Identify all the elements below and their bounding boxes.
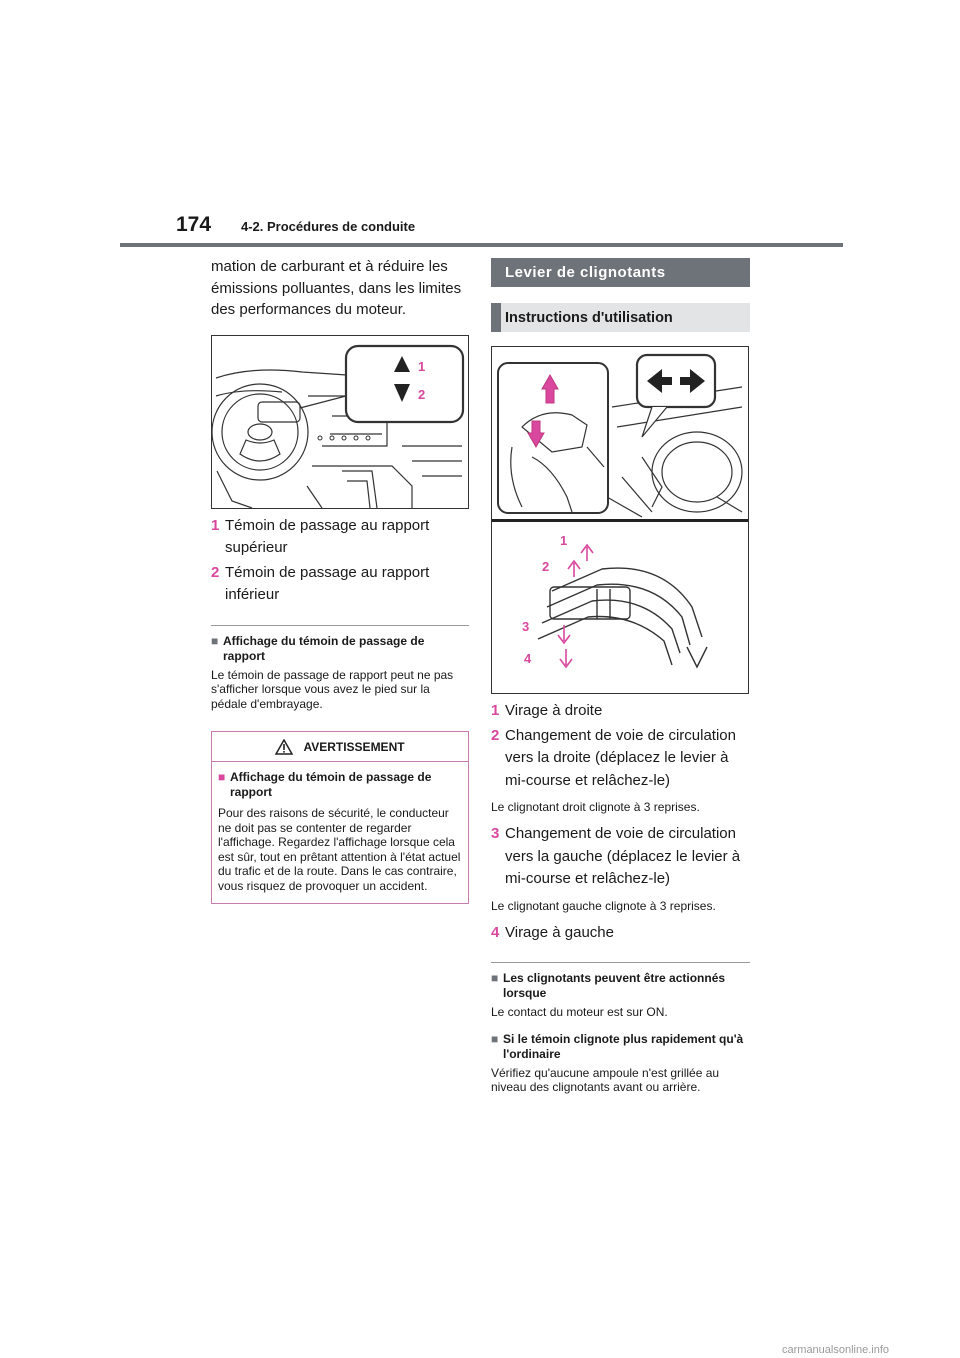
figure-label-1: 1 xyxy=(560,533,568,548)
item-text: Changement de voie de circulation vers la droite (déplacez le levier à mi-course et relâchez-le) xyxy=(505,726,736,789)
warning-title xyxy=(212,732,468,762)
turn-signal-list xyxy=(491,700,750,792)
turn-signal-lever-figure xyxy=(491,346,749,694)
item-number: 2 xyxy=(491,726,500,744)
subsection-title-bar: Instructions d'utilisation xyxy=(491,303,750,332)
item-text: Virage à droite xyxy=(505,702,603,719)
right-column xyxy=(491,258,750,1095)
square-bullet-icon: ■ xyxy=(211,633,219,648)
gear-indicator-list xyxy=(211,515,469,607)
warning-heading xyxy=(218,770,462,800)
gear-shift-indicator-figure xyxy=(211,335,469,509)
item-text: Virage à gauche xyxy=(505,923,614,941)
figure-label-4: 4 xyxy=(524,651,532,666)
sub-note: Le clignotant droit clignote à 3 reprises. xyxy=(491,800,700,814)
note-divider xyxy=(211,625,469,626)
list-item xyxy=(491,700,750,723)
item-number: 2 xyxy=(211,563,220,581)
warning-text: Pour des raisons de sécurité, le conducteur ne doit pas se contenter de regarder l'affichage. Regardez l'affichage lorsque cela est sûr, tout en prêtant attention à l'état actuel du trafic et de la route. Dans le cas contraire, vous risquez de provoquer un accident. xyxy=(218,806,461,893)
figure-label-3: 3 xyxy=(522,619,530,634)
list-item xyxy=(211,515,469,560)
turn-signal-illustration xyxy=(492,347,748,693)
intro-paragraph: mation de carburant et à réduire les émissions polluantes, dans les limites des performances du moteur. xyxy=(211,258,462,318)
note-text: Vérifiez qu'aucune ampoule n'est grillée au niveau des clignotants avant ou arrière. xyxy=(491,1065,720,1094)
list-item xyxy=(491,725,750,793)
note-title: Si le témoin clignote plus rapidement qu'à l'ordinaire xyxy=(503,1031,744,1061)
list-item xyxy=(211,562,469,607)
figure-label-2: 2 xyxy=(418,386,426,402)
footer-watermark: carmanualsonline.info xyxy=(782,1344,890,1356)
warning-heading-text: Affichage du témoin de passage de rapport xyxy=(230,770,432,799)
left-column xyxy=(211,256,469,904)
note-divider xyxy=(491,962,750,963)
note-text: Le contact du moteur est sur ON. xyxy=(491,1005,668,1019)
figure-label-2: 2 xyxy=(542,559,550,574)
note-title: Affichage du témoin de passage de rapport xyxy=(223,633,425,663)
sub-note: Le clignotant gauche clignote à 3 reprises. xyxy=(491,898,716,913)
note-text: Le témoin de passage de rapport peut ne pas s'afficher lorsque vous avez le pied sur la pédale d'embrayage. xyxy=(211,667,454,711)
note-heading xyxy=(491,971,750,1001)
square-bullet-icon: ■ xyxy=(491,1031,499,1046)
section-title-bar: Levier de clignotants xyxy=(491,258,750,287)
warning-body xyxy=(212,762,468,903)
header-rule xyxy=(120,243,843,247)
warning-box xyxy=(211,731,469,904)
item-number: 1 xyxy=(491,702,500,719)
square-bullet-icon: ■ xyxy=(491,971,499,985)
note-heading xyxy=(491,1032,750,1062)
item-number: 3 xyxy=(491,825,500,842)
turn-signal-list-end xyxy=(491,922,750,945)
item-number: 4 xyxy=(491,923,500,941)
note-heading xyxy=(211,634,469,664)
item-number: 1 xyxy=(211,516,220,534)
item-text: Témoin de passage au rapport inférieur xyxy=(225,563,430,603)
list-item xyxy=(491,823,750,891)
square-bullet-icon: ■ xyxy=(218,770,226,784)
list-item xyxy=(491,922,750,945)
item-text: Changement de voie de circulation vers la gauche (déplacez le levier à mi-course et relâchez-le) xyxy=(505,825,741,887)
warning-label: AVERTISSEMENT xyxy=(303,739,405,754)
warning-triangle-icon xyxy=(275,739,293,755)
dashboard-illustration xyxy=(212,336,468,508)
item-text: Témoin de passage au rapport supérieur xyxy=(225,516,430,556)
page-number: 174 xyxy=(176,213,212,236)
note-title: Les clignotants peuvent être actionnés lorsque xyxy=(503,971,726,1000)
turn-signal-list-cont xyxy=(491,823,750,891)
figure-label-1: 1 xyxy=(418,358,426,374)
section-header: 4-2. Procédures de conduite xyxy=(241,219,416,234)
